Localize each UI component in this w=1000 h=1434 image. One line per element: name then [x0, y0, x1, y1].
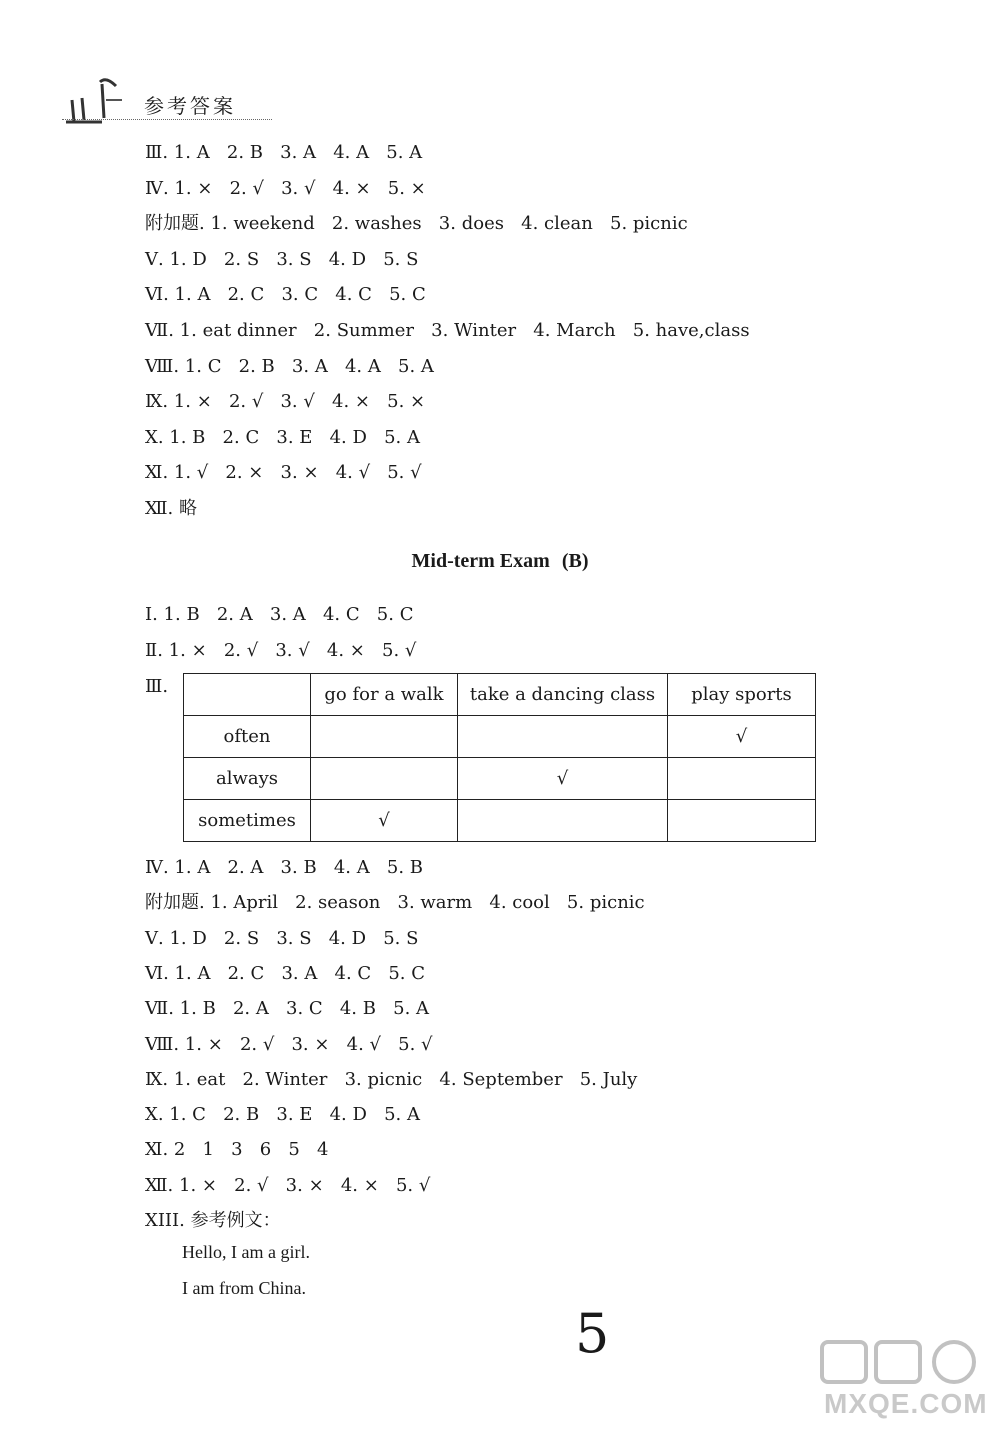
table-header-cell: play sports	[668, 674, 816, 716]
header-divider	[62, 119, 272, 120]
watermark	[818, 1336, 994, 1426]
table-cell	[668, 800, 816, 842]
answer-line: Ⅸ. 1. × 2. √ 3. √ 4. × 5. ×	[145, 391, 426, 413]
table-header-cell: take a dancing class	[458, 674, 668, 716]
table-row-label: always	[184, 758, 311, 800]
watermark-logo-icon	[818, 1336, 994, 1388]
table-cell	[668, 758, 816, 800]
table-row-label: often	[184, 716, 311, 758]
page-header	[62, 70, 302, 126]
table-row	[184, 758, 816, 800]
answer-line: Ⅴ. 1. D 2. S 3. S 4. D 5. S	[145, 927, 419, 949]
answer-line: 附加题. 1. April 2. season 3. warm 4. cool 5. picnic	[145, 892, 645, 914]
answer-line: Ⅰ. 1. B 2. A 3. A 4. C 5. C	[145, 604, 414, 625]
exam-variant: (B)	[561, 550, 589, 572]
answer-line: Ⅳ. 1. A 2. A 3. B 4. A 5. B	[145, 857, 424, 878]
exam-title: Mid-term Exam	[411, 550, 550, 572]
table-cell	[311, 758, 458, 800]
answer-line: XIII. 参考例文：	[145, 1210, 281, 1231]
table-cell: √	[311, 800, 458, 842]
answer-line: Ⅹ. 1. C 2. B 3. E 4. D 5. A	[145, 1104, 420, 1126]
table-cell: √	[458, 758, 668, 800]
header-title: 参考答案	[144, 94, 236, 118]
table-cell	[311, 716, 458, 758]
logo-icon	[62, 70, 142, 126]
table-cell	[458, 716, 668, 758]
table-cell	[458, 800, 668, 842]
answer-line: Ⅺ. 1. √ 2. × 3. × 4. √ 5. √	[145, 462, 422, 484]
table-row-label: sometimes	[184, 800, 311, 842]
sample-line-2: I am from China.	[182, 1278, 306, 1298]
answer-line: Ⅱ. 1. × 2. √ 3. √ 4. × 5. √	[145, 639, 417, 661]
table-label: Ⅲ.	[145, 676, 169, 697]
answer-line: Ⅴ. 1. D 2. S 3. S 4. D 5. S	[145, 248, 419, 270]
answer-line: Ⅻ. 1. × 2. √ 3. × 4. × 5. √	[145, 1174, 431, 1196]
answer-line: Ⅶ. 1. eat dinner 2. Summer 3. Winter 4. March 5. have,class	[145, 320, 750, 341]
sample-line-1: Hello, I am a girl.	[182, 1242, 310, 1262]
exam-heading	[0, 550, 1000, 573]
table-header-cell	[184, 674, 311, 716]
answer-line: Ⅷ. 1. × 2. √ 3. × 4. √ 5. √	[145, 1033, 433, 1055]
table-row	[184, 716, 816, 758]
answer-line: Ⅵ. 1. A 2. C 3. C 4. C 5. C	[145, 284, 426, 306]
answer-line: Ⅺ. 2 1 3 6 5 4	[145, 1139, 329, 1161]
answer-line: Ⅲ. 1. A 2. B 3. A 4. A 5. A	[145, 142, 423, 163]
answer-line: 附加题. 1. weekend 2. washes 3. does 4. clean 5. picnic	[145, 213, 688, 235]
answer-line: Ⅻ. 略	[145, 498, 198, 519]
table-header-cell: go for a walk	[311, 674, 458, 716]
answer-table	[183, 673, 816, 842]
table-header-row	[184, 674, 816, 716]
table-cell: √	[668, 716, 816, 758]
page-number: 5	[575, 1302, 610, 1365]
answer-line: Ⅸ. 1. eat 2. Winter 3. picnic 4. September 5. July	[145, 1068, 638, 1090]
watermark-text: MXQE.COM	[824, 1388, 988, 1419]
answer-line: Ⅳ. 1. × 2. √ 3. √ 4. × 5. ×	[145, 177, 426, 199]
answer-line: Ⅷ. 1. C 2. B 3. A 4. A 5. A	[145, 355, 434, 377]
table-row	[184, 800, 816, 842]
answer-line: Ⅶ. 1. B 2. A 3. C 4. B 5. A	[145, 998, 430, 1020]
answer-line: Ⅵ. 1. A 2. C 3. A 4. C 5. C	[145, 962, 426, 984]
answer-line: Ⅹ. 1. B 2. C 3. E 4. D 5. A	[145, 426, 420, 448]
